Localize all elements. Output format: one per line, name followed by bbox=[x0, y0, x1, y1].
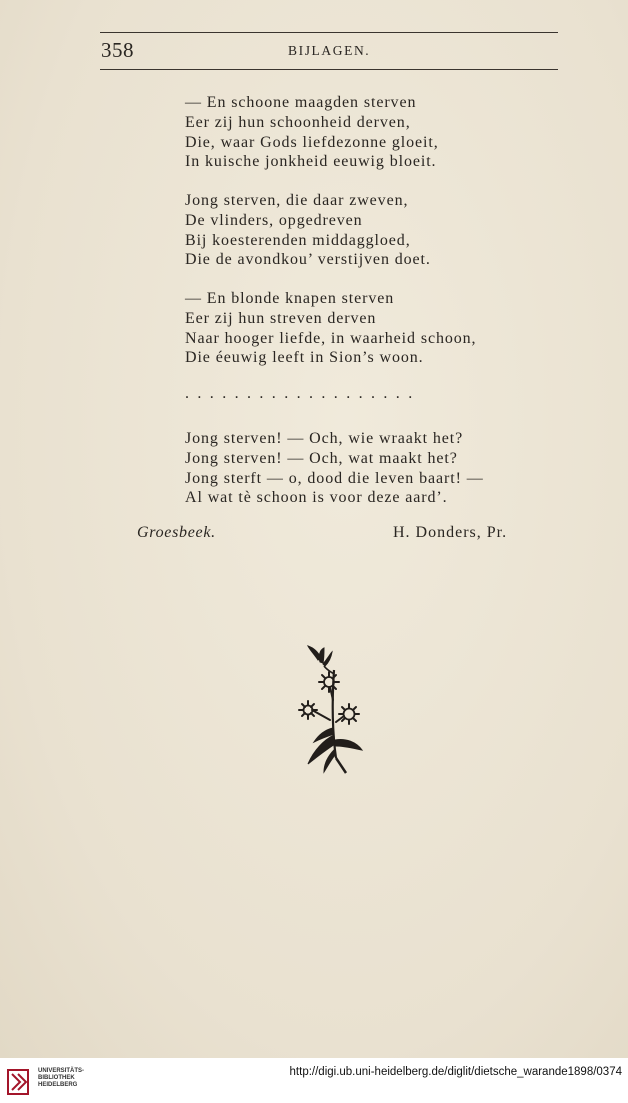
library-name-line: BIBLIOTHEK bbox=[38, 1075, 75, 1081]
header-rule bbox=[100, 69, 558, 70]
library-name bbox=[38, 1068, 84, 1089]
stanza-3 bbox=[185, 289, 476, 368]
poem-line: Jong sterven, die daar zweven, bbox=[185, 192, 409, 209]
poem-line: De vlinders, opgedreven bbox=[185, 211, 363, 229]
stanza-2 bbox=[185, 191, 431, 270]
stanza-4 bbox=[185, 429, 484, 508]
poem-line: Naar hooger liefde, in waarheid schoon, bbox=[185, 329, 477, 347]
poem-line: Jong sterft — o, dood die leven baart! — bbox=[185, 469, 484, 487]
poem-line: — En schoone maagden sterven bbox=[185, 94, 417, 111]
university-library-logo-icon bbox=[6, 1066, 34, 1096]
poem-line: Eer zij hun streven derven bbox=[185, 309, 377, 327]
poem-line: — En blonde knapen sterven bbox=[185, 290, 395, 307]
poem-line: Die de avondkou’ verstijven doet. bbox=[185, 251, 431, 269]
top-rule bbox=[100, 32, 558, 33]
footer-bar bbox=[0, 1058, 628, 1103]
signature-author: H. Donders, Pr. bbox=[393, 524, 508, 541]
source-url-link[interactable]: http://digi.ub.uni-heidelberg.de/diglit/dietsche_warande1898/0374 bbox=[289, 1066, 622, 1078]
ellipsis-dots: ................... bbox=[185, 385, 421, 402]
stanza-1 bbox=[185, 93, 439, 172]
poem-line: Jong sterven! — Och, wie wraakt het? bbox=[185, 430, 464, 447]
flower-ornament-icon bbox=[294, 640, 370, 776]
library-name-line: HEIDELBERG bbox=[38, 1082, 78, 1088]
library-name-line: UNIVERSITÄTS- bbox=[38, 1068, 85, 1074]
poem-line: Die éeuwig leeft in Sion’s woon. bbox=[185, 349, 424, 367]
poem-line: Bij koesterenden middaggloed, bbox=[185, 231, 411, 249]
poem-line: Eer zij hun schoonheid derven, bbox=[185, 113, 411, 131]
page-number: 358 bbox=[101, 38, 134, 62]
poem-line: In kuische jonkheid eeuwig bloeit. bbox=[185, 153, 437, 171]
poem-line: Jong sterven! — Och, wat maakt het? bbox=[185, 449, 458, 467]
poem-line: Die, waar Gods liefdezonne gloeit, bbox=[185, 133, 439, 151]
running-head: BIJLAGEN. bbox=[288, 43, 371, 58]
poem-line: Al wat tè schoon is voor deze aard’. bbox=[185, 489, 448, 507]
signature-place: Groesbeek. bbox=[137, 524, 216, 541]
